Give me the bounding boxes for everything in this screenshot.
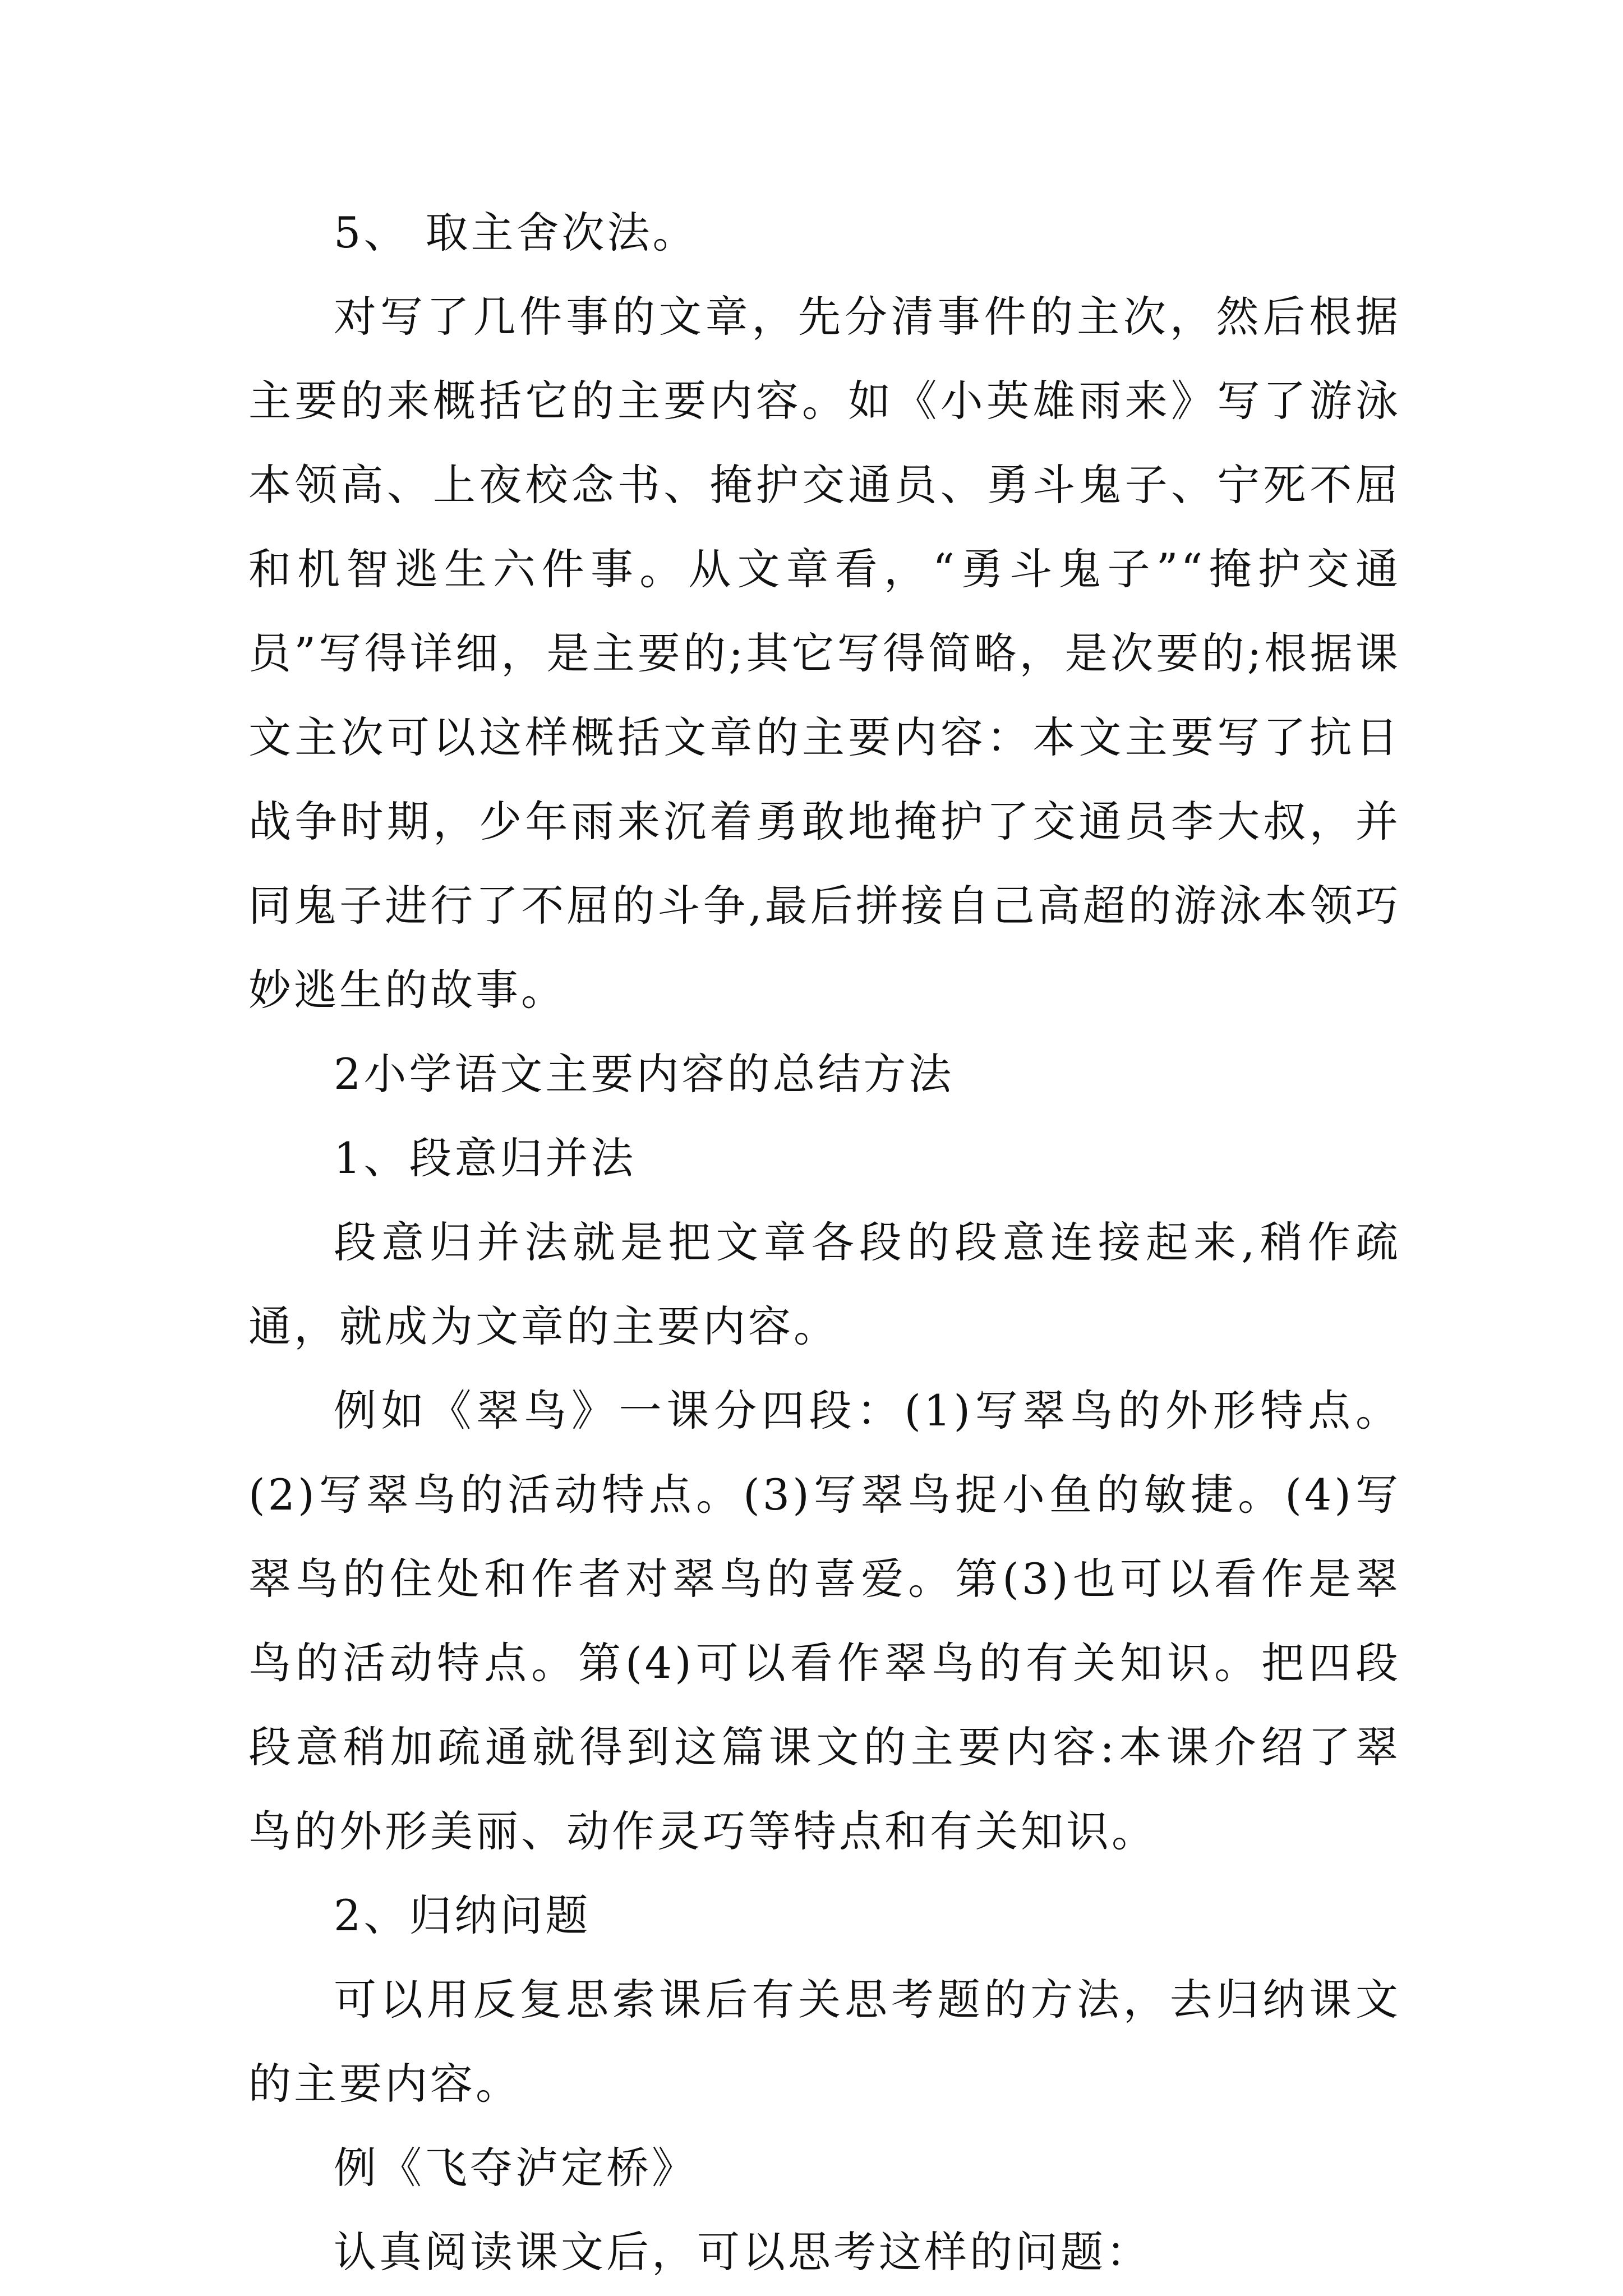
section-heading-summary-methods: 2小学语文主要内容的总结方法 xyxy=(334,1049,955,1099)
paragraph-main-secondary-method: 对写了几件事的文章，先分清事件的主次，然后根据主要的来概括它的主要内容。如《小英雄雨来》写了游泳本领高、上夜校念书、掩护交通员、勇斗鬼子、宁死不屈和机智逃生六件事。从文章看，“勇斗鬼子”“掩护交通员”写得详细，是主要的;其它写得简略，是次要的;根据课文主次可以这样概括文章的主要内容：本文主要写了抗日战争时期，少年雨来沉着勇敢地掩护了交通员李大叔，并同鬼子进行了不屈的斗争,最后拼接自己高超的游泳本领巧妙逃生的故事。 xyxy=(248,292,1401,1015)
paragraph-merge-definition: 段意归并法就是把文章各段的段意连接起来,稍作疏通，就成为文章的主要内容。 xyxy=(248,1217,1401,1351)
section-heading-merge-paragraphs: 1、段意归并法 xyxy=(334,1133,637,1183)
section-heading-induction: 2、归纳问题 xyxy=(334,1890,591,1940)
paragraph-induction-definition: 可以用反复思索课后有关思考题的方法，去归纳课文的主要内容。 xyxy=(248,1975,1401,2109)
example-title: 例《飞夺泸定桥》 xyxy=(334,2143,697,2193)
document-body xyxy=(248,191,1401,2294)
section-heading-extract-main: 5、 取主舍次法。 xyxy=(334,208,698,257)
paragraph-kingfisher-example: 例如《翠鸟》一课分四段：(1)写翠鸟的外形特点。(2)写翠鸟的活动特点。(3)写翠鸟捉小鱼的敏捷。(4)写翠鸟的住处和作者对翠鸟的喜爱。第(3)也可以看作是翠鸟的活动特点。第(4)可以看作翠鸟的有关知识。把四段段意稍加疏通就得到这篇课文的主要内容:本课介绍了翠鸟的外形美丽、动作灵巧等特点和有关知识。 xyxy=(248,1386,1401,1856)
paragraph-reading-question: 认真阅读课文后，可以思考这样的问题： xyxy=(334,2227,1151,2277)
